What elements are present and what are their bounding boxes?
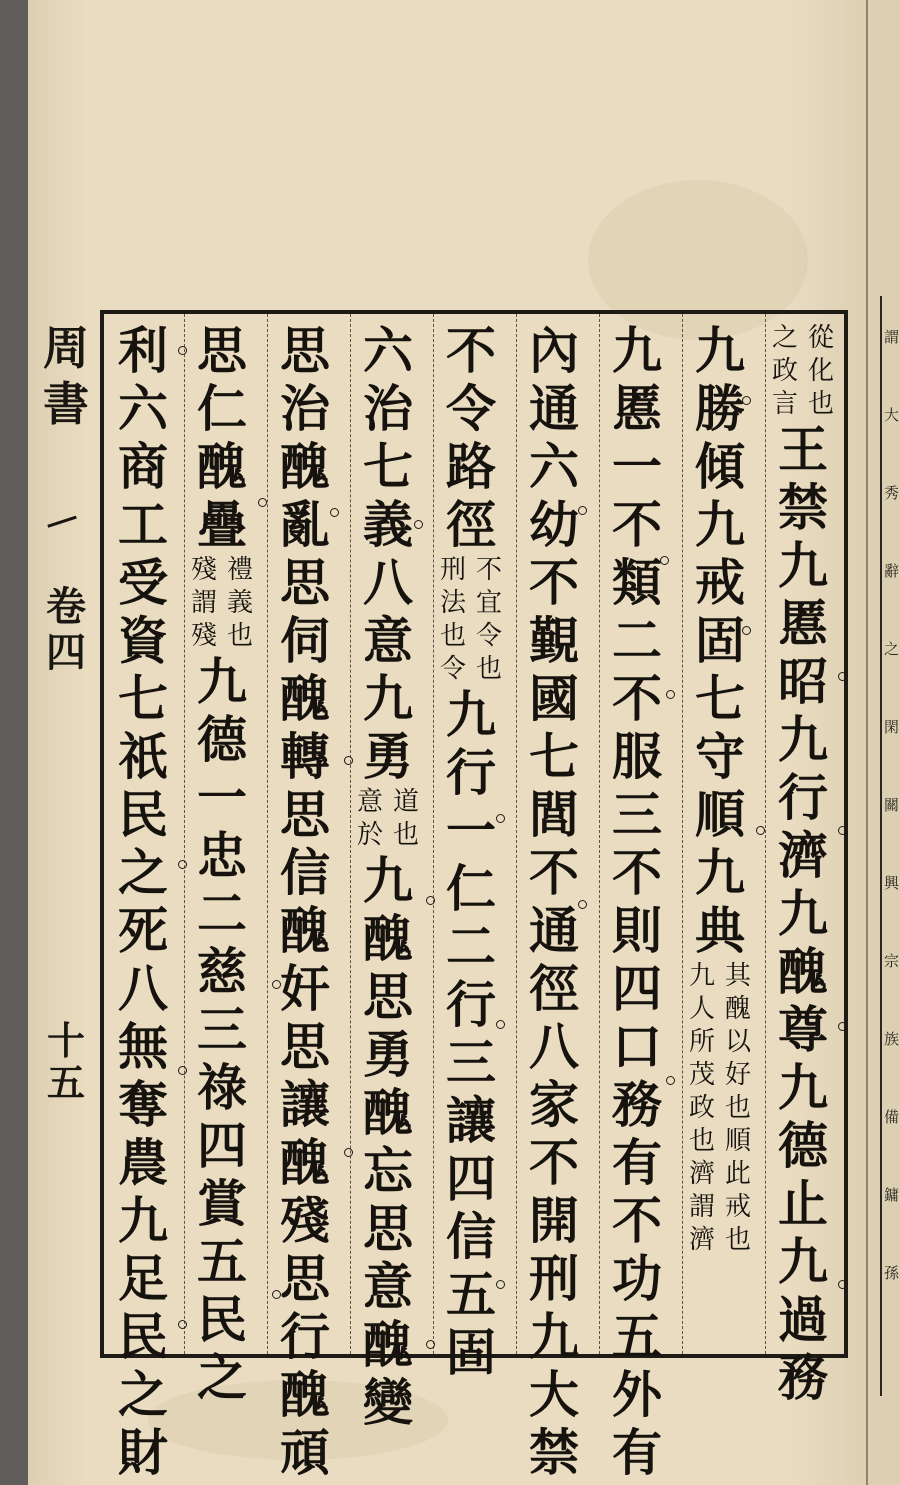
main-char: 醜 — [197, 437, 247, 496]
main-char: 二 — [612, 611, 662, 670]
main-char: 五 — [612, 1307, 662, 1366]
book-title — [34, 320, 98, 432]
facing-page-edge — [866, 0, 900, 1485]
main-char: 義 — [363, 495, 413, 554]
punctuation-circle — [426, 896, 435, 905]
main-char: 民 — [197, 1290, 247, 1349]
main-char: 醜 — [778, 942, 828, 1001]
main-char: 功 — [612, 1249, 662, 1308]
main-char: 仁 — [446, 859, 496, 918]
main-char: 思 — [197, 321, 247, 380]
punctuation-circle — [272, 1290, 281, 1299]
punctuation-circle — [496, 1020, 505, 1029]
commentary-note — [681, 960, 759, 1257]
main-char: 務 — [778, 1348, 828, 1407]
main-char: 之 — [118, 843, 168, 902]
main-char: 伺 — [280, 611, 330, 670]
main-char: 幼 — [529, 495, 579, 554]
commentary-char: 之 — [771, 323, 798, 353]
facing-page-glyph: 興 — [884, 874, 900, 892]
main-char: 醜 — [280, 1365, 330, 1424]
main-char: 仁 — [197, 379, 247, 438]
main-char: 七 — [529, 727, 579, 786]
text-column — [183, 322, 261, 1407]
main-char: 財 — [118, 1423, 168, 1482]
commentary-char: 刑 — [439, 555, 466, 585]
main-char: 民 — [118, 785, 168, 844]
commentary-char: 政 — [688, 1093, 715, 1123]
commentary-char: 令 — [476, 621, 503, 651]
main-char: 一 — [612, 437, 662, 496]
main-char: 四 — [197, 1116, 247, 1175]
main-char: 行 — [446, 743, 496, 802]
main-char: 外 — [612, 1365, 662, 1424]
main-char: 治 — [363, 379, 413, 438]
main-char: 醜 — [280, 901, 330, 960]
main-char: 奸 — [280, 959, 330, 1018]
facing-page-glyph: 鏞 — [884, 1186, 900, 1204]
main-char: 七 — [695, 669, 745, 728]
commentary-subcolumn — [476, 554, 502, 686]
main-char: 六 — [529, 437, 579, 496]
main-char: 九 — [778, 1232, 828, 1291]
commentary-char: 濟 — [688, 1225, 715, 1255]
facing-page-glyph: 族 — [884, 1030, 900, 1048]
commentary-char: 言 — [771, 389, 798, 419]
main-char: 王 — [778, 420, 828, 479]
commentary-char: 意 — [356, 787, 383, 817]
main-char: 七 — [363, 437, 413, 496]
commentary-char: 濟 — [688, 1159, 715, 1189]
punctuation-circle — [578, 506, 587, 515]
title-char: 周 — [43, 321, 89, 375]
main-char: 一 — [446, 801, 496, 860]
punctuation-circle — [178, 346, 187, 355]
main-char: 尊 — [778, 1000, 828, 1059]
commentary-subcolumn — [357, 786, 383, 852]
punctuation-circle — [838, 672, 847, 681]
main-char: 祿 — [197, 1058, 247, 1117]
main-char: 思 — [363, 967, 413, 1026]
main-char: 九 — [118, 1191, 168, 1250]
main-char: 八 — [529, 1017, 579, 1076]
commentary-char: 宜 — [476, 588, 503, 618]
punctuation-circle — [426, 1340, 435, 1349]
main-char: 九 — [778, 536, 828, 595]
main-char: 九 — [778, 710, 828, 769]
main-char: 九 — [778, 884, 828, 943]
main-char: 九 — [529, 1307, 579, 1366]
commentary-subcolumn — [393, 786, 419, 852]
main-char: 家 — [529, 1075, 579, 1134]
main-char: 利 — [118, 321, 168, 380]
main-char: 九 — [197, 652, 247, 711]
main-char: 疊 — [197, 495, 247, 554]
main-char: 九 — [778, 1058, 828, 1117]
main-char: 信 — [446, 1207, 496, 1266]
main-char: 不 — [612, 1191, 662, 1250]
main-char: 德 — [197, 710, 247, 769]
commentary-char: 以 — [725, 1027, 752, 1057]
punctuation-circle — [666, 1076, 675, 1085]
main-char: 醜 — [280, 669, 330, 728]
punctuation-circle — [178, 860, 187, 869]
main-char: 典 — [695, 901, 745, 960]
main-char: 守 — [695, 727, 745, 786]
main-char: 固 — [695, 611, 745, 670]
main-char: 順 — [695, 785, 745, 844]
main-char: 六 — [363, 321, 413, 380]
main-char: 開 — [529, 1191, 579, 1250]
main-char: 禁 — [529, 1423, 579, 1482]
main-char: 思 — [280, 785, 330, 844]
commentary-char: 從 — [808, 323, 835, 353]
commentary-char: 於 — [356, 820, 383, 850]
commentary-note — [764, 322, 842, 421]
commentary-char: 謂 — [190, 588, 217, 618]
main-char: 類 — [612, 553, 662, 612]
main-char: 則 — [612, 901, 662, 960]
main-char: 一 — [197, 768, 247, 827]
main-char: 亂 — [280, 495, 330, 554]
text-column — [598, 322, 676, 1482]
facing-page-glyph: 孫 — [884, 1264, 900, 1282]
punctuation-circle — [178, 1320, 187, 1329]
main-char: 轉 — [280, 727, 330, 786]
commentary-char: 化 — [808, 356, 835, 386]
volume-char: 卷 — [46, 583, 86, 630]
commentary-char: 道 — [393, 787, 420, 817]
facing-page-glyph: 備 — [884, 1108, 900, 1126]
punctuation-circle — [258, 498, 267, 507]
main-char: 治 — [280, 379, 330, 438]
main-char: 通 — [529, 901, 579, 960]
main-char: 務 — [612, 1075, 662, 1134]
main-char: 四 — [612, 959, 662, 1018]
main-char: 過 — [778, 1290, 828, 1349]
punctuation-circle — [178, 1066, 187, 1075]
main-char: 服 — [612, 727, 662, 786]
commentary-subcolumn — [440, 554, 466, 686]
main-char: 徑 — [529, 959, 579, 1018]
main-char: 頑 — [280, 1423, 330, 1482]
facing-page-glyph: 之 — [884, 640, 900, 658]
punctuation-circle — [838, 1022, 847, 1031]
main-char: 九 — [612, 321, 662, 380]
commentary-char: 人 — [688, 994, 715, 1024]
main-char: 九 — [695, 495, 745, 554]
main-char: 受 — [118, 553, 168, 612]
commentary-char: 謂 — [688, 1192, 715, 1222]
main-char: 七 — [118, 669, 168, 728]
main-char: 醜 — [363, 909, 413, 968]
main-char: 五 — [446, 1265, 496, 1324]
commentary-char: 政 — [771, 356, 798, 386]
commentary-note — [432, 554, 510, 686]
punctuation-circle — [414, 520, 423, 529]
main-char: 意 — [363, 1257, 413, 1316]
commentary-note — [349, 786, 427, 852]
main-char: 不 — [529, 843, 579, 902]
main-char: 勇 — [363, 1025, 413, 1084]
main-char: 四 — [446, 1149, 496, 1208]
main-char: 八 — [118, 959, 168, 1018]
main-char: 九 — [446, 685, 496, 744]
punctuation-circle — [330, 508, 339, 517]
commentary-char: 令 — [439, 654, 466, 684]
main-char: 不 — [446, 321, 496, 380]
main-char: 禁 — [778, 478, 828, 537]
main-char: 慈 — [197, 942, 247, 1001]
facing-page-glyph: 關 — [884, 796, 900, 814]
main-char: 口 — [612, 1017, 662, 1076]
main-char: 之 — [118, 1365, 168, 1424]
facing-page-border — [880, 296, 882, 1396]
punctuation-circle — [838, 826, 847, 835]
main-char: 工 — [118, 495, 168, 554]
title-char: 書 — [43, 377, 89, 431]
main-char: 三 — [197, 1000, 247, 1059]
main-char: 九 — [363, 669, 413, 728]
main-char: 九 — [695, 321, 745, 380]
main-char: 閭 — [529, 785, 579, 844]
main-char: 民 — [118, 1307, 168, 1366]
main-char: 祇 — [118, 727, 168, 786]
facing-page-glyph: 謂 — [884, 328, 900, 346]
main-char: 二 — [446, 917, 496, 976]
commentary-subcolumn — [725, 960, 751, 1257]
commentary-char: 法 — [439, 588, 466, 618]
main-char: 慝 — [612, 379, 662, 438]
commentary-char: 九 — [688, 961, 715, 991]
commentary-subcolumn — [772, 322, 798, 421]
main-char: 九 — [363, 851, 413, 910]
commentary-char: 茂 — [688, 1060, 715, 1090]
main-char: 六 — [118, 379, 168, 438]
commentary-char: 禮 — [227, 555, 254, 585]
main-char: 八 — [363, 553, 413, 612]
text-column — [349, 322, 427, 1432]
main-char: 二 — [197, 884, 247, 943]
main-char: 醜 — [363, 1315, 413, 1374]
commentary-subcolumn — [689, 960, 715, 1257]
commentary-char: 也 — [808, 389, 835, 419]
commentary-char: 順 — [725, 1126, 752, 1156]
main-char: 濟 — [778, 826, 828, 885]
main-char: 之 — [197, 1348, 247, 1407]
commentary-char: 其 — [725, 961, 752, 991]
main-char: 昭 — [778, 652, 828, 711]
commentary-char: 戒 — [725, 1192, 752, 1222]
main-char: 行 — [280, 1307, 330, 1366]
main-char: 殘 — [280, 1191, 330, 1250]
main-char: 刑 — [529, 1249, 579, 1308]
commentary-char: 不 — [476, 555, 503, 585]
main-char: 無 — [118, 1017, 168, 1076]
main-char: 賞 — [197, 1174, 247, 1233]
commentary-char: 也 — [439, 621, 466, 651]
punctuation-circle — [344, 1148, 353, 1157]
fish-tail-mark — [47, 516, 78, 534]
main-char: 勝 — [695, 379, 745, 438]
commentary-subcolumn — [808, 322, 834, 421]
commentary-char: 殘 — [190, 621, 217, 651]
text-column — [104, 322, 182, 1482]
main-char: 變 — [363, 1373, 413, 1432]
facing-page-glyph: 秀 — [884, 484, 900, 502]
main-char: 徑 — [446, 495, 496, 554]
facing-page-glyph: 宗 — [884, 952, 900, 970]
main-char: 醜 — [280, 437, 330, 496]
main-char: 思 — [280, 1249, 330, 1308]
main-char: 不 — [612, 669, 662, 728]
main-char: 讓 — [446, 1091, 496, 1150]
main-char: 內 — [529, 321, 579, 380]
main-char: 固 — [446, 1323, 496, 1382]
commentary-char: 也 — [725, 1225, 752, 1255]
main-char: 忘 — [363, 1141, 413, 1200]
commentary-char: 義 — [227, 588, 254, 618]
volume-char: 四 — [46, 629, 86, 676]
commentary-char: 此 — [725, 1159, 752, 1189]
main-char: 奪 — [118, 1075, 168, 1134]
commentary-char: 也 — [725, 1093, 752, 1123]
main-char: 忠 — [197, 826, 247, 885]
commentary-subcolumn — [191, 554, 217, 653]
main-char: 三 — [612, 785, 662, 844]
facing-page-glyph: 辭 — [884, 562, 900, 580]
main-char: 止 — [778, 1174, 828, 1233]
main-char: 覲 — [529, 611, 579, 670]
main-char: 慝 — [778, 594, 828, 653]
text-column — [764, 322, 842, 1407]
facing-page-glyph: 閑 — [884, 718, 900, 736]
text-column — [681, 322, 759, 1257]
main-char: 醜 — [280, 1133, 330, 1192]
main-char: 三 — [446, 1033, 496, 1092]
commentary-note — [183, 554, 261, 653]
main-char: 有 — [612, 1133, 662, 1192]
main-char: 思 — [280, 553, 330, 612]
main-char: 行 — [446, 975, 496, 1034]
main-char: 信 — [280, 843, 330, 902]
folio-number: 十五 — [46, 1018, 85, 1105]
punctuation-circle — [756, 826, 765, 835]
punctuation-circle — [272, 980, 281, 989]
commentary-char: 殘 — [190, 555, 217, 585]
main-char: 不 — [612, 495, 662, 554]
punctuation-circle — [578, 900, 587, 909]
main-char: 國 — [529, 669, 579, 728]
main-char: 不 — [612, 843, 662, 902]
main-char: 農 — [118, 1133, 168, 1192]
page-margin-block — [34, 320, 98, 1380]
main-char: 思 — [363, 1199, 413, 1258]
punctuation-circle — [838, 1280, 847, 1289]
punctuation-circle — [660, 556, 669, 565]
main-char: 意 — [363, 611, 413, 670]
punctuation-circle — [742, 396, 751, 405]
main-char: 路 — [446, 437, 496, 496]
main-char: 傾 — [695, 437, 745, 496]
commentary-char: 也 — [688, 1126, 715, 1156]
punctuation-circle — [496, 1280, 505, 1289]
main-char: 行 — [778, 768, 828, 827]
main-char: 通 — [529, 379, 579, 438]
punctuation-circle — [742, 626, 751, 635]
main-char: 戒 — [695, 553, 745, 612]
commentary-subcolumn — [227, 554, 253, 653]
commentary-char: 好 — [725, 1060, 752, 1090]
main-char: 九 — [695, 843, 745, 902]
punctuation-circle — [666, 690, 675, 699]
main-char: 思 — [280, 321, 330, 380]
main-char: 讓 — [280, 1075, 330, 1134]
main-char: 令 — [446, 379, 496, 438]
text-column — [266, 322, 344, 1482]
main-char: 思 — [280, 1017, 330, 1076]
text-column — [432, 322, 510, 1382]
main-char: 不 — [529, 553, 579, 612]
main-char: 不 — [529, 1133, 579, 1192]
main-char: 商 — [118, 437, 168, 496]
main-char: 醜 — [363, 1083, 413, 1142]
main-char: 勇 — [363, 727, 413, 786]
main-char: 有 — [612, 1423, 662, 1482]
main-char: 德 — [778, 1116, 828, 1175]
punctuation-circle — [496, 814, 505, 823]
commentary-char: 也 — [393, 820, 420, 850]
main-char: 足 — [118, 1249, 168, 1308]
volume-label — [34, 584, 98, 676]
commentary-char: 也 — [227, 621, 254, 651]
main-char: 死 — [118, 901, 168, 960]
facing-page-glyph: 大 — [884, 406, 900, 424]
main-char: 資 — [118, 611, 168, 670]
main-char: 大 — [529, 1365, 579, 1424]
commentary-char: 醜 — [725, 994, 752, 1024]
punctuation-circle — [344, 756, 353, 765]
commentary-char: 也 — [476, 654, 503, 684]
commentary-char: 所 — [688, 1027, 715, 1057]
main-char: 五 — [197, 1232, 247, 1291]
